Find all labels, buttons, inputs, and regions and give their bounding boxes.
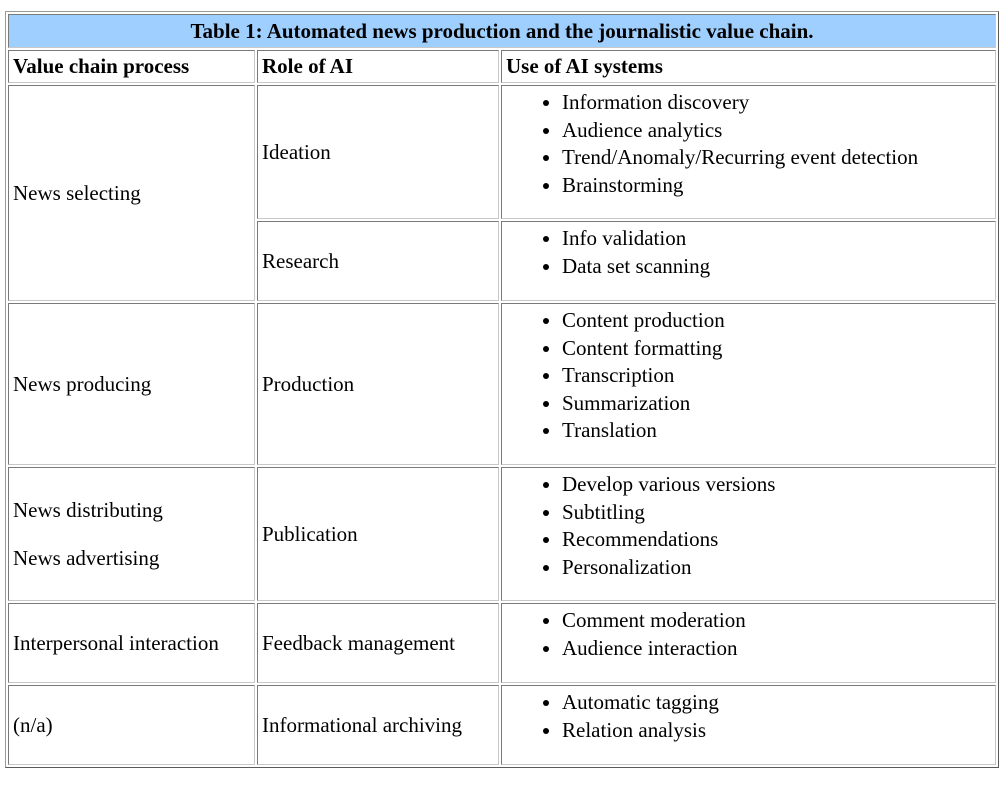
uses-cell-informational-archiving [501,685,996,765]
uses-cell-production [501,303,996,465]
uses-cell-research [501,221,996,301]
list-item: • Content formatting [562,335,991,363]
list-item: • Subtitling [562,499,991,527]
uses-list [506,307,991,445]
list-item: • Data set scanning [562,253,991,281]
process-cell-news-distributing-advertising [8,467,255,601]
table-row [8,685,996,765]
list-item: • Translation [562,417,991,445]
list-item: • Audience analytics [562,117,991,145]
list-item: • Summarization [562,390,991,418]
uses-list [506,471,991,581]
process-text-news-distributing: News distributing [13,498,163,522]
value-chain-table [5,11,999,768]
uses-list [506,689,991,744]
process-cell-interpersonal-interaction: Interpersonal interaction [8,603,255,683]
role-cell-production: Production [257,303,499,465]
list-item: • Information discovery [562,89,991,117]
header-use-of-ai-systems: Use of AI systems [501,50,996,83]
process-text-news-advertising: News advertising [13,546,160,570]
uses-list [506,89,991,199]
table-caption: Table 1: Automated news production and the journalistic value chain. [8,14,996,48]
list-item: • Develop various versions [562,471,991,499]
process-cell-na: (n/a) [8,685,255,765]
role-cell-feedback-management: Feedback management [257,603,499,683]
role-cell-informational-archiving: Informational archiving [257,685,499,765]
table-row [8,85,996,219]
list-item: • Info validation [562,225,991,253]
list-item: • Content production [562,307,991,335]
uses-cell-feedback-management [501,603,996,683]
process-cell-news-selecting: News selecting [8,85,255,301]
uses-cell-publication [501,467,996,601]
list-item: • Recommendations [562,526,991,554]
list-item: • Brainstorming [562,172,991,200]
uses-list [506,225,991,280]
process-cell-news-producing: News producing [8,303,255,465]
uses-list [506,607,991,662]
list-item: • Relation analysis [562,717,991,745]
list-item: • Audience interaction [562,635,991,663]
table-row [8,303,996,465]
list-item: • Transcription [562,362,991,390]
header-role-of-ai: Role of AI [257,50,499,83]
list-item: • Personalization [562,554,991,582]
header-value-chain-process: Value chain process [8,50,255,83]
role-cell-publication: Publication [257,467,499,601]
table-row [8,467,996,601]
table-row [8,603,996,683]
role-cell-ideation: Ideation [257,85,499,219]
uses-cell-ideation [501,85,996,219]
list-item: • Automatic tagging [562,689,991,717]
role-cell-research: Research [257,221,499,301]
list-item: • Trend/Anomaly/Recurring event detection [562,144,991,172]
list-item: • Comment moderation [562,607,991,635]
